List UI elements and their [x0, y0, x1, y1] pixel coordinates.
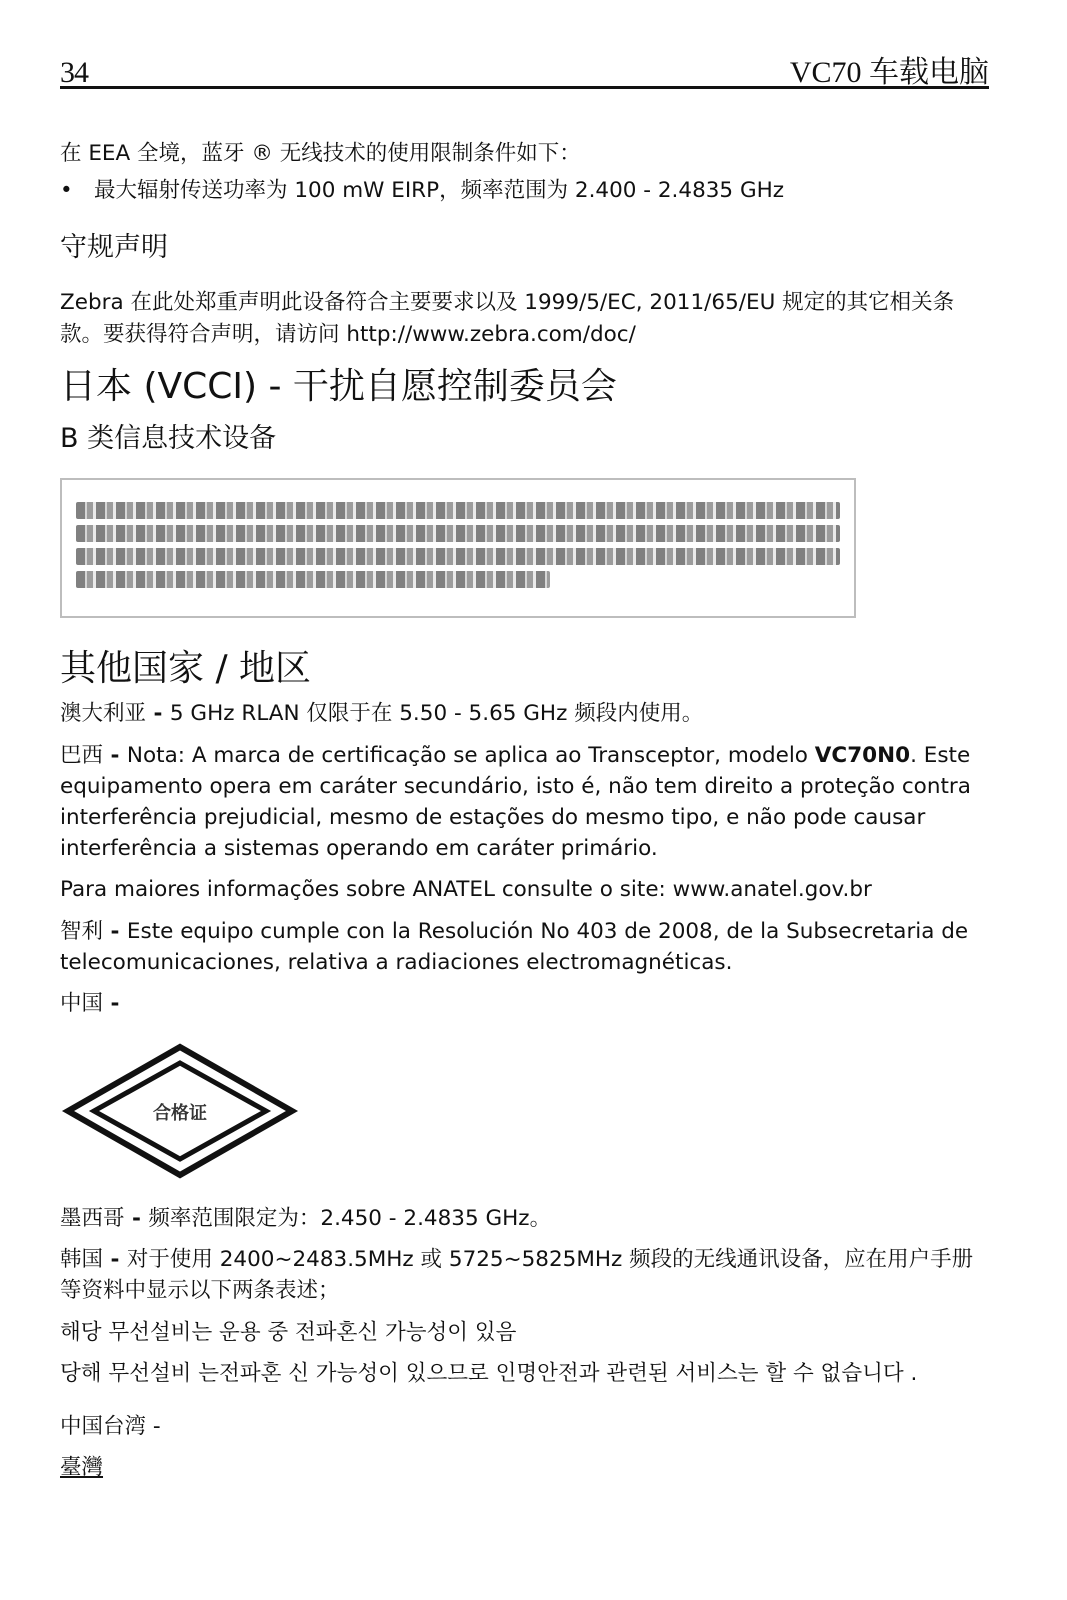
brazil-model: VC70N0 [814, 742, 911, 768]
document-title: VC70 车载电脑 [789, 56, 989, 89]
australia-entry [60, 698, 989, 729]
page-header [60, 40, 989, 88]
compliance-heading: 守规声明 [60, 232, 168, 264]
bluetooth-intro: 在 EEA 全境，蓝牙 ® 无线技术的使用限制条件如下： [60, 141, 581, 166]
vcci-subheading: B 类信息技术设备 [60, 422, 277, 454]
mexico-label: 墨西哥 [60, 1206, 125, 1232]
vcci-heading: 日本 (VCCI) - 干扰自愿控制委员会 [60, 365, 617, 407]
separator: - [124, 1206, 149, 1232]
page-body [60, 138, 989, 1483]
china-entry [60, 988, 989, 1019]
china-label: 中国 [60, 990, 104, 1016]
anatel-text: Para maiores informações sobre ANATEL consulte o site: www.anatel.gov.br [60, 877, 872, 903]
vcci-text-line [76, 525, 840, 542]
compliance-text: Zebra 在此处郑重声明此设备符合主要要求以及 1999/5/EC, 2011/65/EU 规定的其它相关条款。要获得符合声明，请访问 http://www.zebra.com/doc/ [60, 290, 955, 347]
certification-mark-text: 合格证 [153, 1103, 207, 1125]
brazil-entry [60, 740, 989, 865]
vcci-text-line [76, 502, 840, 519]
separator: - [103, 990, 120, 1016]
china-certification-mark [60, 1041, 300, 1181]
brazil-text: Nota: A marca de certificação se aplica ao Transceptor, modelo [126, 742, 815, 768]
brazil-label: 巴西 [60, 742, 104, 768]
certification-diamond-icon [60, 1041, 300, 1181]
brazil-text-cont: . Este equipamento opera em caráter secundário, isto é, não tem direito a proteção contra interferência prejudicial, mesmo de estações do mesmo tipo, e não pode causar interferência a sistemas operando em caráter primário. [60, 742, 971, 862]
chile-entry [60, 916, 989, 978]
separator: - [103, 1247, 127, 1273]
taiwan-entry: 中国台湾 - [60, 1413, 161, 1439]
australia-text: 5 GHz RLAN 仅限于在 5.50 - 5.65 GHz 频段内使用。 [169, 701, 704, 727]
bluetooth-bullet [60, 175, 989, 206]
mexico-entry [60, 1203, 989, 1234]
separator: - [146, 701, 170, 727]
bullet-mark: • [60, 178, 73, 204]
separator: - [103, 918, 127, 944]
vcci-notice-image [60, 478, 856, 618]
page-number: 34 [60, 56, 88, 89]
other-countries-heading: 其他国家 / 地区 [60, 647, 312, 689]
header-rule [60, 86, 989, 89]
korea-text: 对于使用 2400~2483.5MHz 或 5725~5825MHz 频段的无线通讯设备，应在用户手册等资料中显示以下两条表述； [60, 1247, 974, 1304]
mexico-text: 频率范围限定为：2.450 - 2.4835 GHz。 [148, 1206, 552, 1232]
chile-label: 智利 [60, 918, 104, 944]
bullet-text: 最大辐射传送功率为 100 mW EIRP，频率范围为 2.400 - 2.4835 GHz [94, 178, 785, 204]
korea-line-1: 해당 무선설비는 운용 중 전파혼신 가능성이 있음 [60, 1319, 517, 1345]
vcci-text-line [76, 548, 840, 565]
chile-text: Este equipo cumple con la Resolución No 403 de 2008, de la Subsecretaria de telecomunicaciones, relativa a radiaciones electromagnéticas. [60, 918, 969, 975]
separator: - [103, 742, 127, 768]
korea-line-2: 당해 무선설비 는전파혼 신 가능성이 있으므로 인명안전과 관련된 서비스는 할 수 없습니다 . [60, 1360, 918, 1386]
taiwan-link[interactable]: 臺灣 [60, 1455, 104, 1481]
vcci-text-line [76, 571, 550, 588]
korea-label: 韩国 [60, 1247, 104, 1273]
australia-label: 澳大利亚 [60, 701, 147, 727]
korea-entry [60, 1244, 989, 1306]
